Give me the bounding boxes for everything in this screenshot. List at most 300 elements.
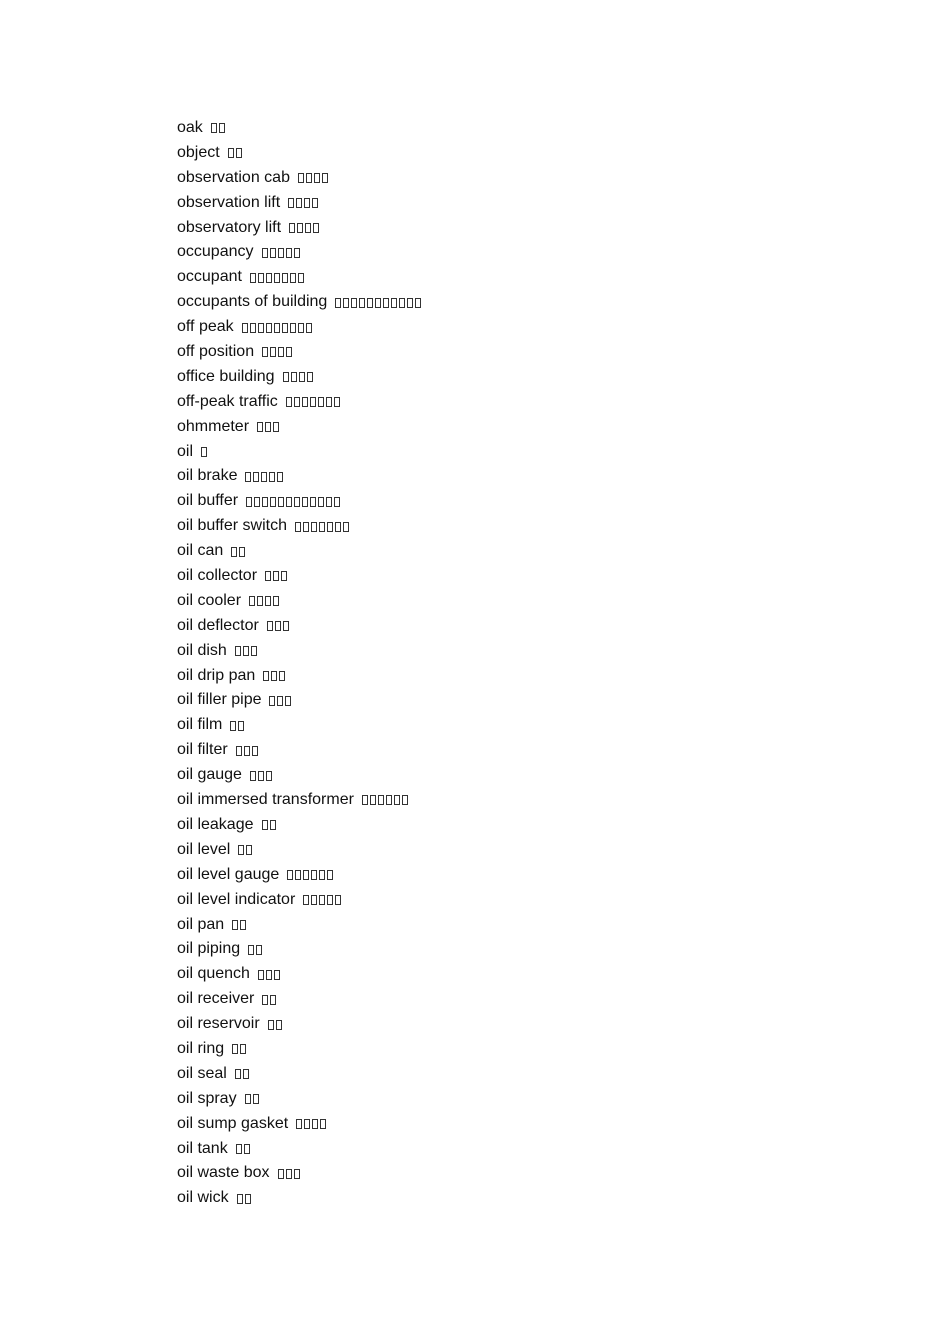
missing-glyph-box	[269, 472, 275, 482]
missing-glyph-box	[351, 298, 357, 308]
missing-glyph-box	[270, 248, 276, 258]
missing-glyph-box	[269, 696, 275, 706]
missing-glyph-box	[253, 1094, 259, 1104]
entry-term: oil filler pipe	[177, 691, 262, 709]
entry-term: oil level indicator	[177, 890, 296, 908]
missing-glyph-box	[273, 596, 279, 606]
missing-glyph-box	[232, 920, 238, 930]
missing-glyph-box	[265, 571, 271, 581]
missing-glyph-box	[237, 1194, 243, 1204]
entry-term: oil deflector	[177, 616, 259, 634]
missing-glyph-box	[274, 970, 280, 980]
entry-term: oil buffer switch	[177, 517, 287, 535]
missing-glyph-box	[262, 820, 268, 830]
entry-gloss	[245, 472, 283, 482]
missing-glyph-box	[297, 223, 303, 233]
entry-gloss	[230, 721, 244, 731]
missing-glyph-box	[311, 522, 317, 532]
glossary-entry	[177, 564, 421, 589]
entry-term: oil leakage	[177, 815, 254, 833]
missing-glyph-box	[257, 596, 263, 606]
entry-gloss	[232, 920, 246, 930]
missing-glyph-box	[239, 547, 245, 557]
missing-glyph-box	[334, 497, 340, 507]
entry-gloss	[237, 1194, 251, 1204]
glossary-entry	[177, 1112, 421, 1137]
missing-glyph-box	[322, 173, 328, 183]
entry-term: oil film	[177, 716, 223, 734]
missing-glyph-box	[211, 123, 217, 133]
missing-glyph-box	[306, 323, 312, 333]
missing-glyph-box	[267, 621, 273, 631]
glossary-entry	[177, 987, 421, 1012]
glossary-entry	[177, 539, 421, 564]
missing-glyph-box	[236, 746, 242, 756]
missing-glyph-box	[262, 995, 268, 1005]
entry-term: off-peak traffic	[177, 392, 278, 410]
glossary-entry	[177, 340, 421, 365]
missing-glyph-box	[230, 721, 236, 731]
missing-glyph-box	[310, 397, 316, 407]
glossary-entry	[177, 166, 421, 191]
entry-gloss	[262, 820, 276, 830]
missing-glyph-box	[313, 223, 319, 233]
missing-glyph-box	[278, 497, 284, 507]
glossary-entry	[177, 415, 421, 440]
glossary-entry	[177, 116, 421, 141]
glossary-entry	[177, 1137, 421, 1162]
missing-glyph-box	[298, 273, 304, 283]
entry-gloss	[246, 497, 340, 507]
entry-term: oil reservoir	[177, 1015, 260, 1033]
missing-glyph-box	[334, 397, 340, 407]
entry-gloss	[262, 347, 292, 357]
glossary-entry	[177, 962, 421, 987]
missing-glyph-box	[250, 273, 256, 283]
entry-gloss	[286, 397, 340, 407]
glossary-entry	[177, 813, 421, 838]
entry-gloss	[289, 223, 319, 233]
entry-gloss	[335, 298, 421, 308]
missing-glyph-box	[256, 945, 262, 955]
missing-glyph-box	[270, 995, 276, 1005]
missing-glyph-box	[236, 1144, 242, 1154]
missing-glyph-box	[277, 696, 283, 706]
entry-term: off position	[177, 343, 255, 361]
missing-glyph-box	[262, 248, 268, 258]
missing-glyph-box	[294, 397, 300, 407]
entry-gloss	[211, 123, 225, 133]
entry-term: object	[177, 143, 220, 161]
entry-term: occupants of building	[177, 293, 328, 311]
missing-glyph-box	[305, 223, 311, 233]
glossary-entry	[177, 913, 421, 938]
entry-term: oil immersed transformer	[177, 791, 354, 809]
entry-term: oil drip pan	[177, 666, 256, 684]
missing-glyph-box	[250, 771, 256, 781]
missing-glyph-box	[327, 895, 333, 905]
missing-glyph-box	[299, 372, 305, 382]
entry-term: occupant	[177, 268, 242, 286]
missing-glyph-box	[302, 497, 308, 507]
missing-glyph-box	[294, 1169, 300, 1179]
glossary-list	[177, 116, 421, 1211]
entry-gloss	[262, 995, 276, 1005]
missing-glyph-box	[246, 497, 252, 507]
missing-glyph-box	[270, 347, 276, 357]
entry-gloss	[258, 970, 280, 980]
glossary-entry	[177, 713, 421, 738]
missing-glyph-box	[257, 422, 263, 432]
missing-glyph-box	[240, 1044, 246, 1054]
missing-glyph-box	[244, 746, 250, 756]
missing-glyph-box	[219, 123, 225, 133]
glossary-entry	[177, 265, 421, 290]
entry-gloss	[250, 771, 272, 781]
missing-glyph-box	[386, 795, 392, 805]
missing-glyph-box	[240, 920, 246, 930]
glossary-entry	[177, 688, 421, 713]
missing-glyph-box	[274, 273, 280, 283]
missing-glyph-box	[282, 273, 288, 283]
entry-gloss	[288, 198, 318, 208]
entry-term: oil gauge	[177, 766, 242, 784]
glossary-entry	[177, 888, 421, 913]
missing-glyph-box	[307, 372, 313, 382]
glossary-entry	[177, 1087, 421, 1112]
missing-glyph-box	[253, 472, 259, 482]
missing-glyph-box	[258, 970, 264, 980]
missing-glyph-box	[312, 198, 318, 208]
entry-term: oil pan	[177, 915, 225, 933]
missing-glyph-box	[335, 895, 341, 905]
missing-glyph-box	[232, 1044, 238, 1054]
missing-glyph-box	[290, 323, 296, 333]
glossary-entry	[177, 937, 421, 962]
missing-glyph-box	[294, 497, 300, 507]
missing-glyph-box	[270, 497, 276, 507]
missing-glyph-box	[290, 273, 296, 283]
missing-glyph-box	[262, 347, 268, 357]
missing-glyph-box	[294, 248, 300, 258]
glossary-entry	[177, 1161, 421, 1186]
missing-glyph-box	[318, 397, 324, 407]
missing-glyph-box	[289, 223, 295, 233]
glossary-entry	[177, 141, 421, 166]
missing-glyph-box	[266, 970, 272, 980]
glossary-entry	[177, 589, 421, 614]
glossary-entry	[177, 315, 421, 340]
entry-term: oil level	[177, 840, 231, 858]
entry-gloss	[262, 248, 300, 258]
missing-glyph-box	[258, 273, 264, 283]
missing-glyph-box	[266, 771, 272, 781]
glossary-entry	[177, 514, 421, 539]
entry-gloss	[228, 148, 242, 158]
entry-gloss	[267, 621, 289, 631]
missing-glyph-box	[415, 298, 421, 308]
entry-gloss	[238, 845, 252, 855]
missing-glyph-box	[228, 148, 234, 158]
missing-glyph-box	[359, 298, 365, 308]
glossary-entry	[177, 1186, 421, 1211]
missing-glyph-box	[287, 870, 293, 880]
glossary-entry	[177, 788, 421, 813]
missing-glyph-box	[286, 347, 292, 357]
missing-glyph-box	[273, 422, 279, 432]
missing-glyph-box	[231, 547, 237, 557]
entry-term: oil filter	[177, 741, 228, 759]
missing-glyph-box	[394, 795, 400, 805]
entry-term: oil collector	[177, 567, 258, 585]
missing-glyph-box	[275, 621, 281, 631]
missing-glyph-box	[304, 198, 310, 208]
missing-glyph-box	[402, 795, 408, 805]
entry-term: office building	[177, 367, 275, 385]
entry-gloss	[263, 671, 285, 681]
missing-glyph-box	[286, 1169, 292, 1179]
missing-glyph-box	[370, 795, 376, 805]
glossary-entry	[177, 240, 421, 265]
entry-term: oil waste box	[177, 1164, 270, 1182]
missing-glyph-box	[248, 945, 254, 955]
missing-glyph-box	[303, 522, 309, 532]
entry-term: oil spray	[177, 1089, 237, 1107]
glossary-entry	[177, 489, 421, 514]
entry-gloss	[245, 1094, 259, 1104]
missing-glyph-box	[261, 472, 267, 482]
missing-glyph-box	[319, 522, 325, 532]
glossary-entry	[177, 191, 421, 216]
missing-glyph-box	[296, 1119, 302, 1129]
missing-glyph-box	[246, 845, 252, 855]
glossary-entry	[177, 1062, 421, 1087]
missing-glyph-box	[286, 497, 292, 507]
glossary-entry	[177, 1012, 421, 1037]
missing-glyph-box	[265, 596, 271, 606]
entry-gloss	[298, 173, 328, 183]
entry-term: oil seal	[177, 1064, 227, 1082]
missing-glyph-box	[201, 447, 207, 457]
missing-glyph-box	[319, 895, 325, 905]
missing-glyph-box	[265, 422, 271, 432]
entry-gloss	[295, 522, 349, 532]
missing-glyph-box	[327, 522, 333, 532]
entry-gloss	[268, 1020, 282, 1030]
entry-gloss	[257, 422, 279, 432]
entry-term: oil brake	[177, 467, 238, 485]
missing-glyph-box	[283, 372, 289, 382]
missing-glyph-box	[279, 671, 285, 681]
missing-glyph-box	[263, 671, 269, 681]
missing-glyph-box	[314, 173, 320, 183]
missing-glyph-box	[283, 621, 289, 631]
missing-glyph-box	[277, 472, 283, 482]
missing-glyph-box	[244, 1144, 250, 1154]
missing-glyph-box	[319, 870, 325, 880]
entry-gloss	[235, 1069, 249, 1079]
glossary-entry	[177, 464, 421, 489]
entry-term: oil buffer	[177, 492, 239, 510]
entry-gloss	[235, 646, 257, 656]
missing-glyph-box	[278, 347, 284, 357]
entry-gloss	[269, 696, 291, 706]
missing-glyph-box	[367, 298, 373, 308]
missing-glyph-box	[238, 845, 244, 855]
glossary-entry	[177, 365, 421, 390]
missing-glyph-box	[274, 323, 280, 333]
missing-glyph-box	[362, 795, 368, 805]
missing-glyph-box	[304, 1119, 310, 1129]
entry-term: oil receiver	[177, 990, 255, 1008]
missing-glyph-box	[243, 646, 249, 656]
missing-glyph-box	[302, 397, 308, 407]
missing-glyph-box	[258, 323, 264, 333]
missing-glyph-box	[245, 1194, 251, 1204]
missing-glyph-box	[378, 795, 384, 805]
missing-glyph-box	[235, 646, 241, 656]
missing-glyph-box	[286, 397, 292, 407]
missing-glyph-box	[262, 497, 268, 507]
entry-term: oil tank	[177, 1139, 228, 1157]
entry-gloss	[236, 1144, 250, 1154]
entry-gloss	[296, 1119, 326, 1129]
entry-gloss	[249, 596, 279, 606]
missing-glyph-box	[303, 870, 309, 880]
missing-glyph-box	[282, 323, 288, 333]
missing-glyph-box	[306, 173, 312, 183]
missing-glyph-box	[285, 696, 291, 706]
glossary-entry	[177, 290, 421, 315]
missing-glyph-box	[320, 1119, 326, 1129]
entry-term: oil	[177, 442, 194, 460]
missing-glyph-box	[391, 298, 397, 308]
entry-gloss	[265, 571, 287, 581]
missing-glyph-box	[249, 596, 255, 606]
missing-glyph-box	[258, 771, 264, 781]
missing-glyph-box	[343, 522, 349, 532]
entry-term: oil level gauge	[177, 865, 280, 883]
missing-glyph-box	[291, 372, 297, 382]
missing-glyph-box	[375, 298, 381, 308]
glossary-entry	[177, 639, 421, 664]
missing-glyph-box	[270, 820, 276, 830]
missing-glyph-box	[266, 273, 272, 283]
missing-glyph-box	[251, 646, 257, 656]
entry-term: oil wick	[177, 1189, 229, 1207]
missing-glyph-box	[303, 895, 309, 905]
missing-glyph-box	[236, 148, 242, 158]
missing-glyph-box	[271, 671, 277, 681]
missing-glyph-box	[288, 198, 294, 208]
entry-gloss	[303, 895, 341, 905]
entry-gloss	[362, 795, 408, 805]
entry-gloss	[236, 746, 258, 756]
entry-gloss	[287, 870, 333, 880]
missing-glyph-box	[327, 870, 333, 880]
glossary-entry	[177, 390, 421, 415]
glossary-entry	[177, 664, 421, 689]
entry-gloss	[201, 447, 207, 457]
entry-gloss	[232, 1044, 246, 1054]
missing-glyph-box	[242, 323, 248, 333]
entry-gloss	[242, 323, 312, 333]
missing-glyph-box	[298, 323, 304, 333]
entry-term: oil dish	[177, 641, 227, 659]
glossary-entry	[177, 440, 421, 465]
missing-glyph-box	[278, 1169, 284, 1179]
missing-glyph-box	[310, 497, 316, 507]
entry-term: oil quench	[177, 965, 250, 983]
entry-term: occupancy	[177, 243, 254, 261]
entry-term: oak	[177, 119, 203, 136]
glossary-entry	[177, 216, 421, 241]
missing-glyph-box	[268, 1020, 274, 1030]
missing-glyph-box	[276, 1020, 282, 1030]
entry-term: oil sump gasket	[177, 1114, 289, 1132]
missing-glyph-box	[326, 397, 332, 407]
entry-term: off peak	[177, 318, 234, 336]
entry-term: observatory lift	[177, 218, 282, 236]
glossary-entry	[177, 738, 421, 763]
missing-glyph-box	[278, 248, 284, 258]
glossary-entry	[177, 763, 421, 788]
entry-gloss	[231, 547, 245, 557]
entry-term: observation cab	[177, 168, 290, 186]
missing-glyph-box	[235, 1069, 241, 1079]
entry-gloss	[250, 273, 304, 283]
missing-glyph-box	[254, 497, 260, 507]
glossary-entry	[177, 614, 421, 639]
missing-glyph-box	[311, 870, 317, 880]
missing-glyph-box	[399, 298, 405, 308]
missing-glyph-box	[326, 497, 332, 507]
glossary-entry	[177, 863, 421, 888]
missing-glyph-box	[335, 522, 341, 532]
entry-gloss	[278, 1169, 300, 1179]
missing-glyph-box	[252, 746, 258, 756]
entry-term: oil ring	[177, 1039, 225, 1057]
missing-glyph-box	[383, 298, 389, 308]
missing-glyph-box	[245, 472, 251, 482]
missing-glyph-box	[311, 895, 317, 905]
missing-glyph-box	[407, 298, 413, 308]
missing-glyph-box	[318, 497, 324, 507]
missing-glyph-box	[238, 721, 244, 731]
entry-term: oil cooler	[177, 591, 242, 609]
missing-glyph-box	[296, 198, 302, 208]
missing-glyph-box	[245, 1094, 251, 1104]
entry-term: oil piping	[177, 940, 241, 958]
missing-glyph-box	[343, 298, 349, 308]
missing-glyph-box	[298, 173, 304, 183]
missing-glyph-box	[286, 248, 292, 258]
glossary-entry	[177, 838, 421, 863]
missing-glyph-box	[335, 298, 341, 308]
glossary-entry	[177, 1037, 421, 1062]
entry-term: ohmmeter	[177, 417, 250, 435]
missing-glyph-box	[295, 870, 301, 880]
entry-term: observation lift	[177, 193, 281, 211]
missing-glyph-box	[295, 522, 301, 532]
missing-glyph-box	[281, 571, 287, 581]
missing-glyph-box	[250, 323, 256, 333]
entry-gloss	[248, 945, 262, 955]
missing-glyph-box	[266, 323, 272, 333]
missing-glyph-box	[243, 1069, 249, 1079]
entry-term: oil can	[177, 542, 224, 560]
missing-glyph-box	[273, 571, 279, 581]
